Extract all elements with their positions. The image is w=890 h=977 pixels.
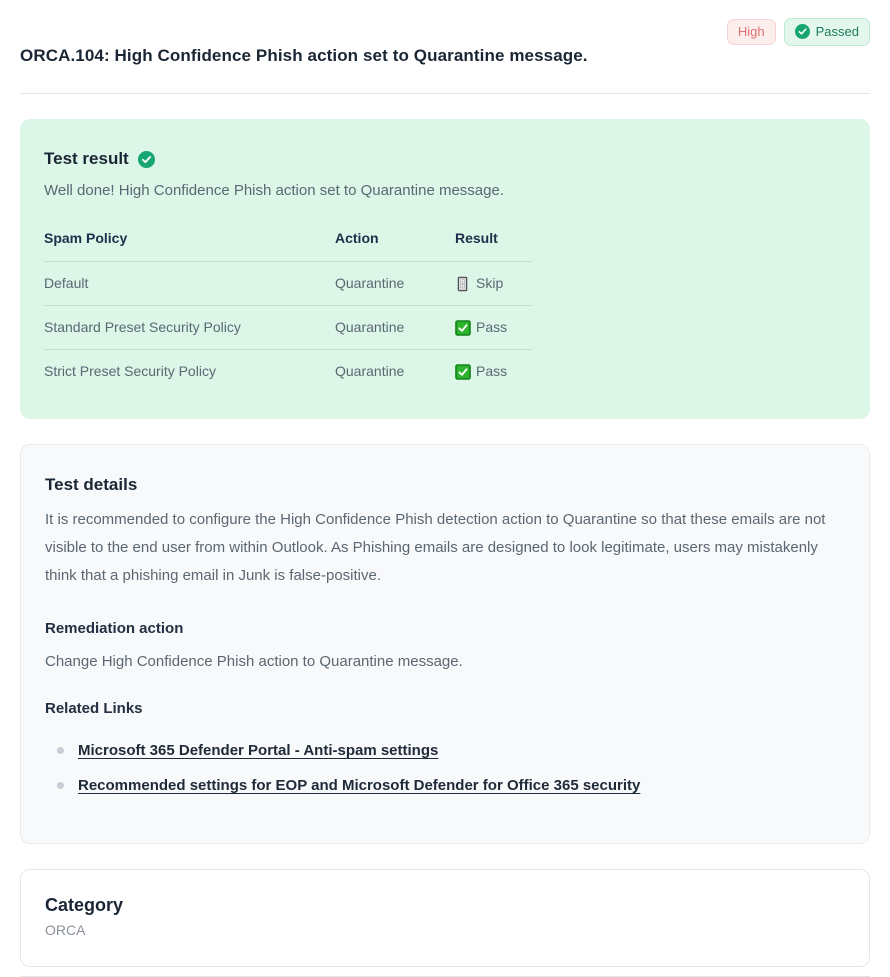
- list-item: [45, 768, 845, 803]
- spam-policy-table: [44, 230, 532, 393]
- test-result-message: Well done! High Confidence Phish action set to Quarantine message.: [44, 182, 504, 199]
- status-badge: [784, 18, 870, 46]
- result-cell: [455, 275, 532, 291]
- column-header-action: Action: [335, 230, 455, 262]
- result-cell: [455, 363, 532, 379]
- related-links-list: [45, 733, 845, 803]
- related-link-defender-portal[interactable]: Microsoft 365 Defender Portal - Anti-spam settings: [78, 742, 439, 759]
- action-cell: Quarantine: [335, 262, 455, 306]
- column-header-result: Result: [455, 230, 532, 262]
- list-item: [45, 733, 845, 768]
- test-details-heading-label: Test details: [45, 475, 138, 494]
- column-header-spam-policy: Spam Policy: [44, 230, 335, 262]
- policy-cell: Default: [44, 262, 335, 306]
- result-label: Pass: [476, 363, 508, 379]
- severity-badge: [727, 19, 776, 45]
- pass-icon: [455, 364, 470, 379]
- page-title: ORCA.104: High Confidence Phish action set to Quarantine message.: [20, 46, 588, 65]
- category-value: ORCA: [45, 922, 86, 938]
- policy-cell: Standard Preset Security Policy: [44, 306, 335, 350]
- check-circle-icon: [138, 151, 155, 168]
- test-details-card: [20, 444, 870, 844]
- pass-icon: [455, 320, 470, 335]
- table-row: [44, 262, 532, 306]
- test-details-description: It is recommended to configure the High Confidence Phish detection action to Quarantine so that these emails are not visible to the end user from within Outlook. As Phishing emails are designed to look legitimate, users may mistakenly think that a phishing email in Junk is false-positive.: [45, 511, 826, 584]
- table-header-row: [44, 230, 532, 262]
- remediation-action-heading: Remediation action: [45, 620, 184, 637]
- test-result-heading-label: Test result: [44, 149, 129, 168]
- category-card: [20, 869, 870, 967]
- action-cell: Quarantine: [335, 363, 405, 379]
- result-label: Pass: [476, 319, 508, 335]
- test-result-heading: [44, 149, 846, 169]
- related-links-heading: Related Links: [45, 700, 143, 717]
- table-row: [44, 306, 532, 350]
- result-label: Skip: [476, 275, 504, 291]
- test-details-heading: [45, 475, 845, 495]
- status-badge-label: Passed: [815, 24, 859, 39]
- header-badges: [20, 0, 870, 44]
- table-row: [44, 350, 532, 394]
- policy-cell: Strict Preset Security Policy: [44, 363, 216, 379]
- action-cell: Quarantine: [335, 306, 455, 350]
- result-cell: [455, 319, 532, 335]
- check-circle-icon: [795, 24, 810, 39]
- bullet-icon: [57, 782, 64, 789]
- bullet-icon: [57, 747, 64, 754]
- category-heading: Category: [45, 895, 124, 915]
- severity-badge-label: High: [737, 24, 765, 39]
- test-result-card: [20, 119, 870, 419]
- header-divider: [20, 93, 870, 94]
- related-link-recommended-settings[interactable]: Recommended settings for EOP and Microsoft Defender for Office 365 security: [78, 777, 641, 794]
- skip-icon: [455, 276, 470, 291]
- remediation-action-text: Change High Confidence Phish action to Quarantine message.: [45, 653, 463, 670]
